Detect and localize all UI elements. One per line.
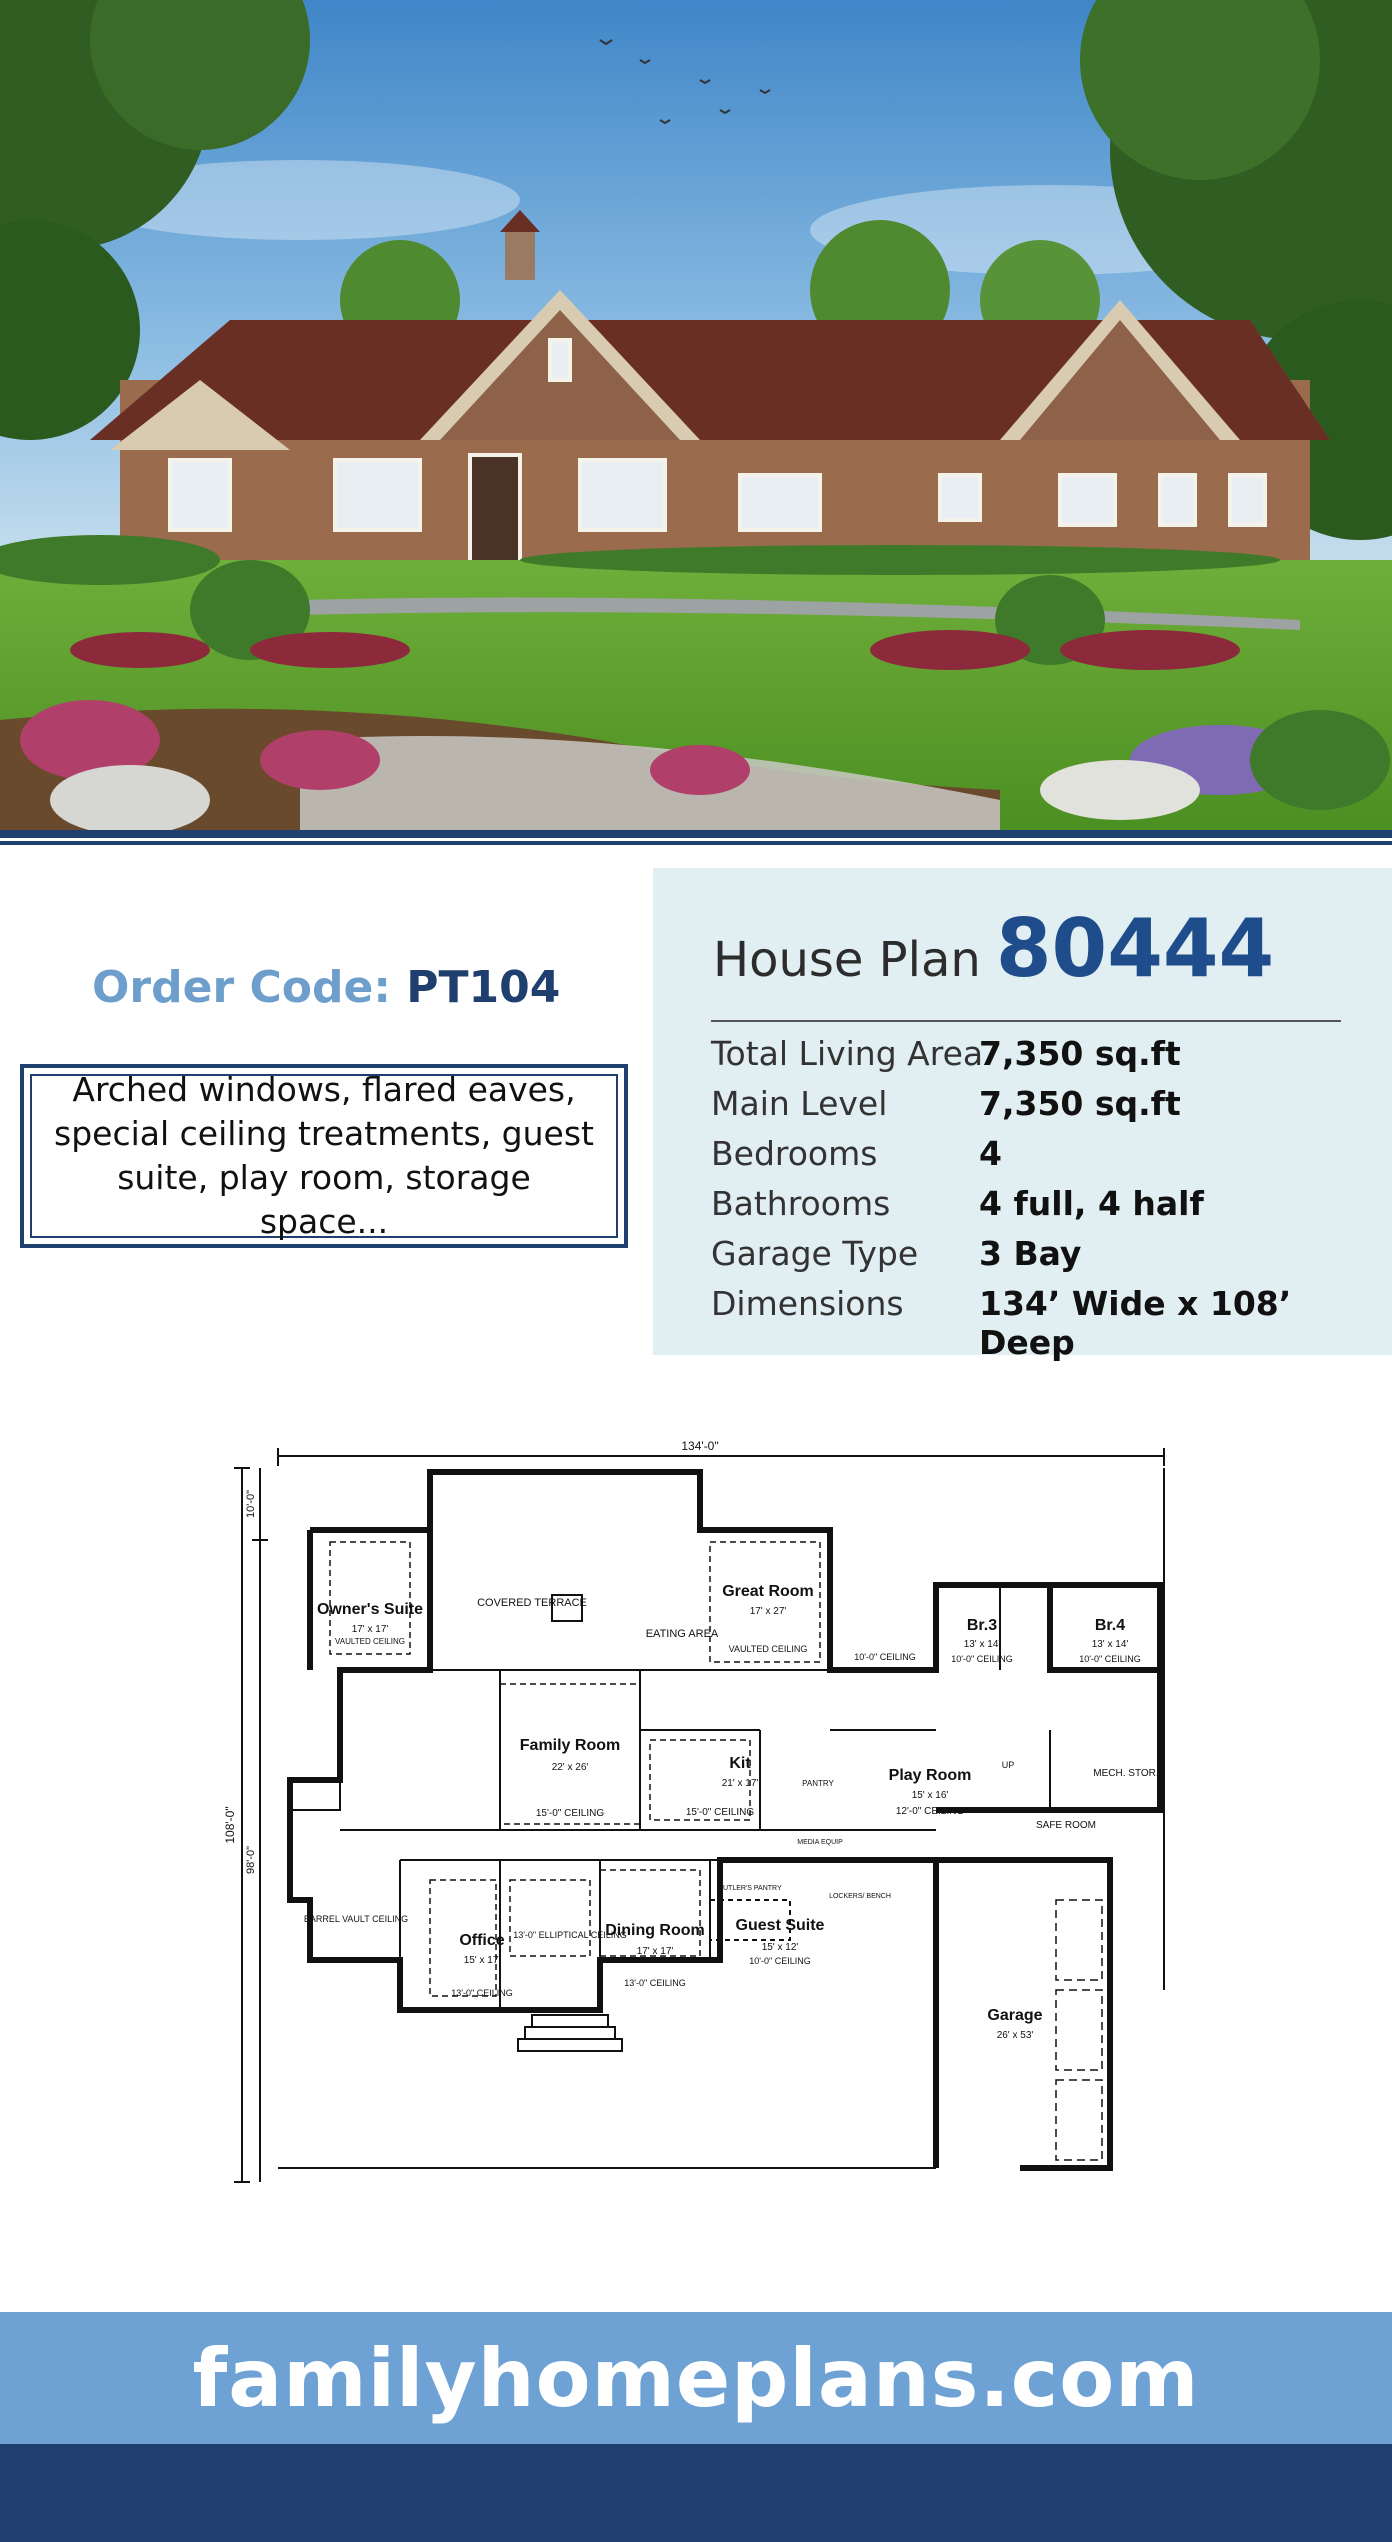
description-box (20, 1064, 628, 1248)
room-butlers-pantry: BUTLER'S PANTRY (718, 1885, 782, 1892)
room-kitchen-ceiling: 15'-0" CEILING (685, 1807, 755, 1818)
footer-band (0, 2312, 1392, 2444)
room-br4-dim: 13' x 14' (1091, 1639, 1129, 1650)
spec-value: 4 full, 4 half (979, 1184, 1204, 1223)
spec-row-total-living-area (711, 1034, 1371, 1084)
room-family-ceiling: 15'-0" CEILING (535, 1808, 605, 1819)
room-play-room: Play Room (888, 1767, 972, 1784)
order-code-label: Order Code: (92, 962, 391, 1013)
room-guest-ceiling: 10'-0" CEILING (749, 1956, 811, 1966)
spec-value: 3 Bay (979, 1234, 1082, 1273)
room-pantry: PANTRY (802, 1779, 834, 1788)
spec-label: Total Living Area (711, 1034, 984, 1073)
spec-row-main-level (711, 1084, 1371, 1134)
room-owners-dim: 17' x 17' (351, 1624, 389, 1635)
spec-value: 7,350 sq.ft (979, 1084, 1181, 1123)
room-dining-ceiling: 13'-0" CEILING (624, 1978, 686, 1988)
room-eating-area: EATING AREA (645, 1628, 719, 1640)
room-barrel-ceiling: BARREL VAULT CEILING (303, 1914, 409, 1924)
room-office: Office (459, 1932, 505, 1949)
room-lockers-bench: LOCKERS/ BENCH (829, 1893, 891, 1900)
room-guest-dim: 15' x 12' (761, 1942, 799, 1953)
room-family-room: Family Room (519, 1737, 621, 1754)
room-great-ceiling: VAULTED CEILING (728, 1644, 808, 1654)
spec-label: Main Level (711, 1084, 888, 1123)
spec-value: 4 (979, 1134, 1002, 1173)
room-owners-suite: Owner's Suite (316, 1601, 424, 1618)
room-dining-dim: 17' x 17' (636, 1946, 674, 1957)
spec-divider (711, 1020, 1341, 1022)
room-br4: Br.4 (1094, 1617, 1126, 1634)
room-mech-stor: MECH. STOR. (1093, 1768, 1159, 1779)
room-office-dim: 15' x 17' (463, 1955, 501, 1966)
dimension-depth: 108'-0" (223, 1806, 237, 1844)
spec-row-bedrooms (711, 1134, 1371, 1184)
hero-divider-thick (0, 830, 1392, 838)
spec-row-bathrooms (711, 1184, 1371, 1234)
room-safe-room: SAFE ROOM (1035, 1820, 1097, 1831)
spec-value: 7,350 sq.ft (979, 1034, 1181, 1073)
house-rendering-image (0, 0, 1392, 830)
room-great-room: Great Room (722, 1583, 814, 1600)
room-great-dim: 17' x 27' (749, 1606, 787, 1617)
stairs-up-label: UP (1001, 1760, 1015, 1770)
room-play-dim: 15' x 16' (911, 1790, 949, 1801)
dimension-top-offset: 10'-0" (245, 1489, 257, 1519)
room-hall-ceiling: 10'-0" CEILING (854, 1652, 916, 1662)
plan-title-word: House Plan (713, 932, 981, 988)
footer-base-bar (0, 2444, 1392, 2542)
order-code-value: PT104 (406, 962, 561, 1013)
room-kitchen-dim: 21' x 17' (721, 1778, 759, 1789)
room-br3: Br.3 (966, 1617, 998, 1634)
room-br3-dim: 13' x 14' (963, 1639, 1001, 1650)
description-text: Arched windows, flared eaves, special ceiling treatments, guest suite, play room, storage space... (54, 1070, 594, 1241)
room-covered-terrace: COVERED TERRACE (477, 1597, 587, 1609)
garage-bays (1056, 1900, 1102, 2160)
front-steps (518, 1595, 622, 2051)
dimension-side-depth: 98'-0" (245, 1845, 257, 1875)
spec-row-dimensions (711, 1284, 1371, 1362)
spec-row-garage-type (711, 1234, 1371, 1284)
room-garage: Garage (987, 2007, 1043, 2024)
room-elliptical-ceiling: 13'-0" ELLIPTICAL CEILING (513, 1930, 627, 1940)
room-guest-suite: Guest Suite (735, 1917, 825, 1934)
room-br3-ceiling: 10'-0" CEILING (951, 1654, 1013, 1664)
room-office-ceiling: 13'-0" CEILING (451, 1988, 513, 1998)
dimension-width: 134'-0" (681, 1439, 719, 1453)
room-owners-ceiling: VAULTED CEILING (335, 1637, 405, 1646)
floor-plan (220, 1430, 1180, 2190)
room-dining-room: Dining Room (605, 1922, 705, 1939)
room-br4-ceiling: 10'-0" CEILING (1079, 1654, 1141, 1664)
spec-label: Garage Type (711, 1234, 919, 1273)
spec-label: Bedrooms (711, 1134, 878, 1173)
plan-title (713, 902, 1274, 995)
hero-divider-thin (0, 841, 1392, 845)
order-code (92, 962, 560, 1013)
room-play-ceiling: 12'-0" CEILING (895, 1806, 965, 1817)
spec-panel (653, 868, 1392, 1362)
room-media-equip: MEDIA EQUIP (797, 1839, 843, 1846)
room-kitchen: Kit (729, 1755, 751, 1772)
room-garage-dim: 26' x 53' (996, 2030, 1034, 2041)
spec-label: Bathrooms (711, 1184, 891, 1223)
spec-label: Dimensions (711, 1284, 904, 1323)
description-inner-frame (30, 1070, 618, 1241)
room-family-dim: 22' x 26' (551, 1762, 589, 1773)
plan-number: 80444 (995, 902, 1275, 995)
spec-value: 134’ Wide x 108’ Deep (979, 1284, 1292, 1362)
footer-site-link[interactable]: familyhomeplans.com (192, 2331, 1200, 2425)
